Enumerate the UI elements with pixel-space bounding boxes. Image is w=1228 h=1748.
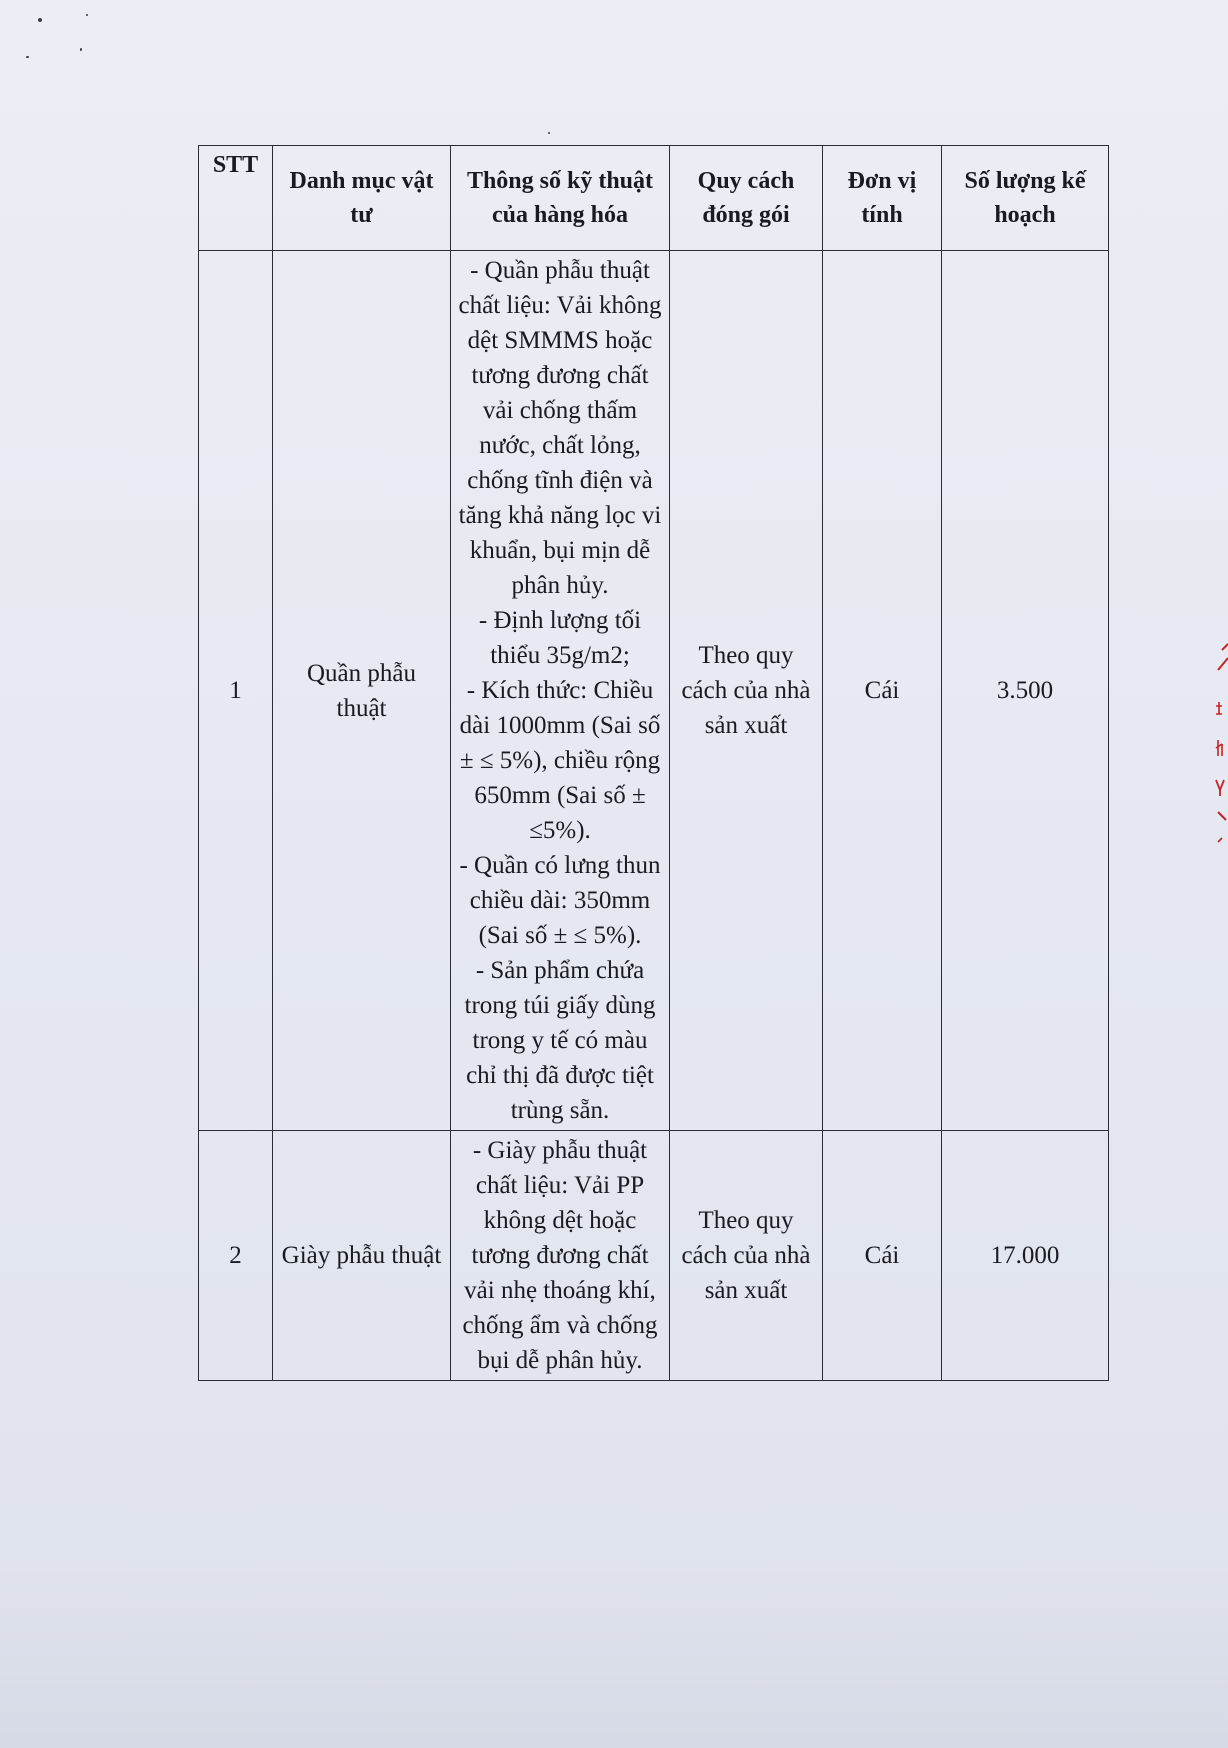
scan-speck [80, 48, 82, 51]
row-unit: Cái [823, 251, 942, 1131]
scan-speck [86, 14, 88, 16]
header-packing: Quy cách đóng gói [670, 146, 823, 251]
row-packing: Theo quy cách của nhà sản xuất [670, 1131, 823, 1381]
header-item: Danh mục vật tư [273, 146, 451, 251]
row-item: Quần phẫu thuật [273, 251, 451, 1131]
row-unit: Cái [823, 1131, 942, 1381]
row-spec [451, 251, 670, 1131]
header-qty: Số lượng kế hoạch [942, 146, 1109, 251]
spec-line: - Quần có lưng thun chiều dài: 350mm (Sai số ± ≤ 5%). [459, 852, 661, 949]
spec-line: - Giày phẫu thuật chất liệu: Vải PP không dệt hoặc tương đương chất vải nhẹ thoáng khí, chống ẩm và chống bụi dễ phân hủy. [462, 1137, 658, 1374]
red-stamp-fragment [1212, 640, 1228, 850]
row-spec [451, 1131, 670, 1381]
header-unit: Đơn vị tính [823, 146, 942, 251]
row-stt: 1 [199, 251, 273, 1131]
materials-table [198, 145, 1109, 1381]
scan-speck [38, 18, 42, 22]
scan-shadow [0, 1558, 1228, 1748]
scan-speck [548, 132, 550, 134]
row-qty: 3.500 [942, 251, 1109, 1131]
scan-speck [26, 56, 29, 58]
row-item: Giày phẫu thuật [273, 1131, 451, 1381]
table-row [199, 1131, 1109, 1381]
spec-line: - Sản phẩm chứa trong túi giấy dùng trong y tế có màu chỉ thị đã được tiệt trùng sẵn. [464, 957, 656, 1124]
spec-line: - Quần phẫu thuật chất liệu: Vải không dệt SMMMS hoặc tương đương chất vải chống thấm nước, chất lỏng, chống tĩnh điện và tăng khả năng lọc vi khuẩn, bụi mịn dễ phân hủy. [458, 257, 662, 599]
spec-line: - Định lượng tối thiểu 35g/m2; [478, 607, 642, 669]
table-header-row [199, 146, 1109, 251]
spec-line: - Kích thức: Chiều dài 1000mm (Sai số ± ≤ 5%), chiều rộng 650mm (Sai số ± ≤5%). [459, 677, 661, 844]
header-spec: Thông số kỹ thuật của hàng hóa [451, 146, 670, 251]
row-stt: 2 [199, 1131, 273, 1381]
row-packing: Theo quy cách của nhà sản xuất [670, 251, 823, 1131]
header-stt: STT [199, 146, 273, 251]
table-row [199, 251, 1109, 1131]
row-qty: 17.000 [942, 1131, 1109, 1381]
